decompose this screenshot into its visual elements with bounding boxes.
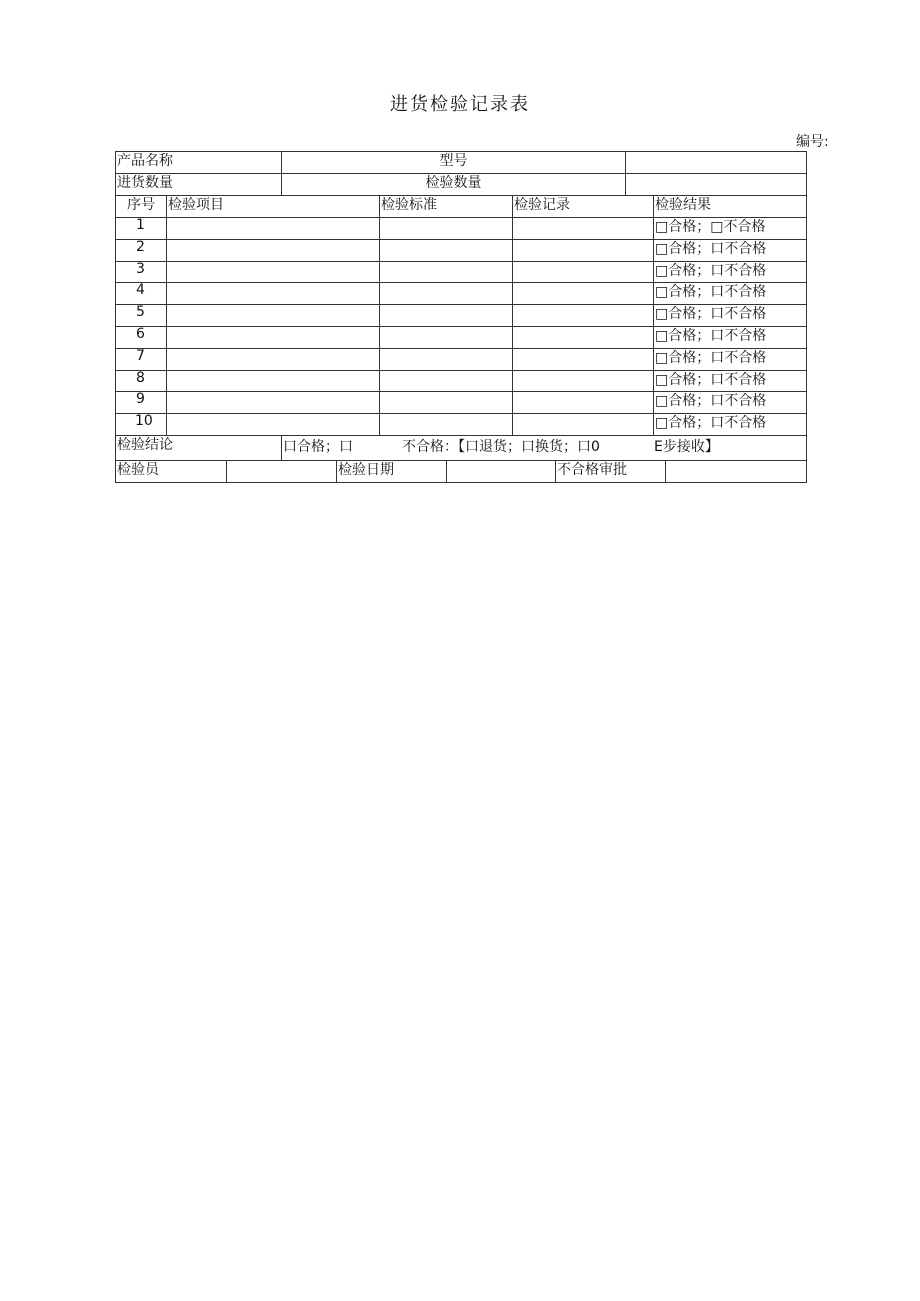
conclusion-fail-options[interactable]: 不合格：【口退货；口换货；口0 xyxy=(402,439,600,455)
row-standard-field[interactable] xyxy=(379,282,513,305)
conclusion-tail: E步接收】 xyxy=(654,439,719,455)
row-item-field[interactable] xyxy=(166,413,380,436)
inspector-label: 检验员 xyxy=(115,460,227,483)
row-seq: 2 xyxy=(115,239,167,262)
row-seq: 4 xyxy=(115,282,167,305)
row-item-field[interactable] xyxy=(166,304,380,327)
row-seq: 9 xyxy=(115,391,167,414)
row-standard-field[interactable] xyxy=(379,348,513,371)
row-record-field[interactable] xyxy=(512,239,654,262)
column-header-seq: 序号 xyxy=(115,195,167,218)
row-item-field[interactable] xyxy=(166,391,380,414)
row-seq: 5 xyxy=(115,304,167,327)
model-value-field[interactable] xyxy=(625,151,807,174)
product-name-label: 产品名称 xyxy=(115,151,282,174)
row-item-field[interactable] xyxy=(166,217,380,240)
row-record-field[interactable] xyxy=(512,304,654,327)
column-header-result: 检验结果 xyxy=(653,195,807,218)
inspect-qty-label: 检验数量 xyxy=(281,173,626,196)
row-standard-field[interactable] xyxy=(379,261,513,283)
row-result-options[interactable]: □合格；口不合格 xyxy=(653,304,807,327)
row-item-field[interactable] xyxy=(166,239,380,262)
incoming-qty-label: 进货数量 xyxy=(115,173,282,196)
row-standard-field[interactable] xyxy=(379,239,513,262)
conclusion-pass-option[interactable]: 口合格；口 xyxy=(283,439,353,455)
row-item-field[interactable] xyxy=(166,282,380,305)
row-record-field[interactable] xyxy=(512,391,654,414)
conclusion-options[interactable] xyxy=(281,435,807,461)
row-standard-field[interactable] xyxy=(379,370,513,392)
row-record-field[interactable] xyxy=(512,326,654,349)
row-record-field[interactable] xyxy=(512,282,654,305)
row-standard-field[interactable] xyxy=(379,413,513,436)
row-record-field[interactable] xyxy=(512,370,654,392)
approval-label: 不合格审批 xyxy=(555,460,666,483)
inspector-value-field[interactable] xyxy=(226,460,337,483)
row-seq: 6 xyxy=(115,326,167,349)
column-header-record: 检验记录 xyxy=(512,195,654,218)
row-record-field[interactable] xyxy=(512,261,654,283)
row-standard-field[interactable] xyxy=(379,326,513,349)
row-result-options[interactable]: □合格；口不合格 xyxy=(653,413,807,436)
row-result-options[interactable]: □合格；□不合格 xyxy=(653,217,807,240)
date-value-field[interactable] xyxy=(446,460,556,483)
column-header-item: 检验项目 xyxy=(166,195,380,218)
approval-value-field[interactable] xyxy=(665,460,807,483)
row-record-field[interactable] xyxy=(512,217,654,240)
row-record-field[interactable] xyxy=(512,348,654,371)
doc-number-label: 编号: xyxy=(796,134,829,150)
form-title: 进货检验记录表 xyxy=(390,94,530,115)
row-seq: 7 xyxy=(115,348,167,371)
row-item-field[interactable] xyxy=(166,348,380,371)
row-result-options[interactable]: □合格；口不合格 xyxy=(653,239,807,262)
row-standard-field[interactable] xyxy=(379,217,513,240)
row-seq: 10 xyxy=(115,413,167,436)
row-seq: 8 xyxy=(115,370,167,392)
row-result-options[interactable]: □合格；口不合格 xyxy=(653,348,807,371)
model-label: 型号 xyxy=(281,151,626,174)
row-result-options[interactable]: □合格；口不合格 xyxy=(653,261,807,283)
row-item-field[interactable] xyxy=(166,326,380,349)
row-result-options[interactable]: □合格；口不合格 xyxy=(653,391,807,414)
row-standard-field[interactable] xyxy=(379,304,513,327)
row-item-field[interactable] xyxy=(166,261,380,283)
inspect-qty-value-field[interactable] xyxy=(625,173,807,196)
row-result-options[interactable]: □合格；口不合格 xyxy=(653,370,807,392)
conclusion-label: 检验结论 xyxy=(115,435,282,461)
row-record-field[interactable] xyxy=(512,413,654,436)
row-seq: 3 xyxy=(115,261,167,283)
column-header-standard: 检验标准 xyxy=(379,195,513,218)
date-label: 检验日期 xyxy=(336,460,447,483)
row-seq: 1 xyxy=(115,217,167,240)
row-result-options[interactable]: □合格；口不合格 xyxy=(653,326,807,349)
row-item-field[interactable] xyxy=(166,370,380,392)
row-standard-field[interactable] xyxy=(379,391,513,414)
row-result-options[interactable]: □合格；口不合格 xyxy=(653,282,807,305)
